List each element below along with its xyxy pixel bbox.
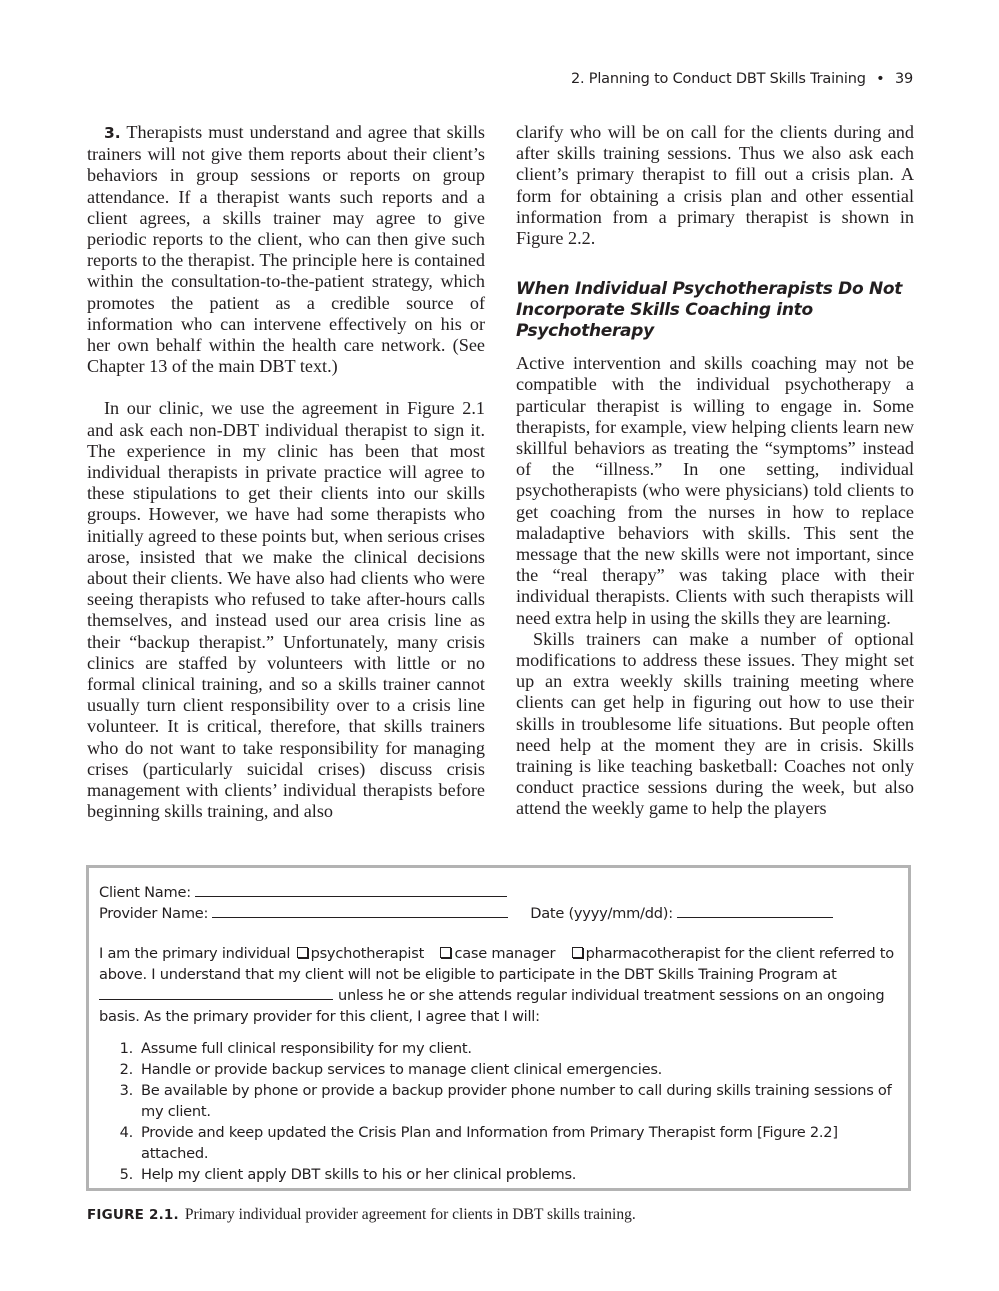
separator-bullet: • [876,71,885,87]
option-psychotherapist[interactable] [295,945,425,962]
statement-end: unless he or she attends regular individual treatment sessions on an ongoing basis. As the primary provider for this client, I agree that I will: [99,987,885,1025]
list-item [99,1038,894,1059]
list-item [99,1080,894,1122]
option-case-manager[interactable] [438,945,555,962]
agreement-statement [99,943,894,1027]
paragraph-text: Therapists must understand and agree that skills trainers will not give them reports about their client’s behaviors in group sessions or reports on group attendance. If a therapist wants such reports and a client agrees, a skills trainer may agree to give periodic reports to the client, who can then give such reports to the therapist. The principle here is contained within the consultation-to-the-patient strategy, which promotes the patient as a credible source of information who can intervene effectively on his or her own behalf within the health care network. (See Chapter 13 of the main DBT text.) [87,122,485,377]
statement-middle: for the client referred to above. I understand that my client will not be eligible to participate in the DBT Skills Training Program at [99,945,894,983]
option-label: psychotherapist [310,945,425,962]
section-heading: When Individual Psychotherapists Do Not Incorporate Skills Coaching into Psychotherapy [516,279,903,342]
running-head [571,71,913,87]
provider-name-label: Provider Name: [99,905,209,922]
program-field[interactable] [99,985,333,1000]
list-item [99,1122,894,1164]
point-number: 3. [104,124,121,142]
client-name-label: Client Name: [99,884,191,901]
date-field[interactable] [677,903,833,918]
caption-text: Primary individual provider agreement for clients in DBT skills training. [184,1206,636,1223]
item-number: 2. [119,1061,133,1078]
list-item [99,1164,894,1185]
provider-name-field[interactable] [212,903,508,918]
paragraph-active-intervention: Active intervention and skills coaching may not be compatible with the individual psychotherapy a particular therapist is willing to engage in. Some therapists, for example, view helping clients learn new skillful behaviors as treating the “symptoms” instead of the “illness.” In one setting, individual psychotherapists (who were physicians) told clients to get coaching from the nurses in how to replace maladaptive behaviors with skills. This sent the message that the new skills were not important, since the “real therapy” was taking place with their individual therapists. Clients with such therapists will need extra help in using the skills they are learning. [516,353,914,628]
agreement-list [99,1038,894,1185]
item-number: 3. [119,1082,133,1099]
paragraph-clarify: clarify who will be on call for the clients during and after skills training sessions. Thus we also ask each client’s primary therapist to fill out a crisis plan. A form for obtaining a crisis plan and other essential information from a primary therapist is shown in Figure 2.2. [516,122,914,249]
statement-prefix: I am the primary individual [99,945,291,962]
client-name-field[interactable] [195,882,507,897]
left-column [87,122,485,823]
right-column [516,122,914,820]
checkbox-icon[interactable] [297,947,308,958]
paragraph-skills-trainers: Skills trainers can make a number of optional modifications to address these issues. They might set up an extra weekly skills training meeting where clients can get help in figuring out how to use their skills in troublesome life situations. But people often need help at the moment they are in crisis. Skills training is like teaching basketball: Coaches not only conduct practice sessions during the week, but also attend the weekly game to help the players [516,628,914,819]
client-name-row [99,882,894,903]
option-label: pharmacotherapist [585,945,721,962]
figure-caption [87,1206,636,1224]
item-number: 4. [119,1124,133,1141]
item-text: Assume full clinical responsibility for my client. [141,1040,472,1057]
item-number: 5. [119,1166,133,1183]
figure-label: FIGURE 2.1. [87,1207,179,1223]
checkbox-icon[interactable] [440,947,451,958]
agreement-form [86,865,911,1191]
item-text: Be available by phone or provide a backup provider phone number to call during skills training sessions of my client. [141,1082,892,1120]
date-label: Date (yyyy/mm/dd): [530,905,673,922]
page-number: 39 [894,71,913,87]
item-text: Provide and keep updated the Crisis Plan and Information from Primary Therapist form [Figure 2.2] attached. [141,1124,838,1162]
provider-name-row [99,903,894,924]
chapter-title: 2. Planning to Conduct DBT Skills Training [570,71,866,87]
option-label: case manager [454,945,556,962]
option-pharmacotherapist[interactable] [570,945,721,962]
paragraph-point-3 [87,122,485,377]
item-text: Help my client apply DBT skills to his or her clinical problems. [141,1166,577,1183]
paragraph-clinic: In our clinic, we use the agreement in Figure 2.1 and ask each non-DBT individual therapist to sign it. The experience in my clinic has been that most individual therapists in private practice will agree to these stipulations to get their clients into our skills groups. However, we have had some therapists who initially agreed to these points but, when serious crises arose, insisted that we make the clinical decisions about their clients. We have also had clients who were seeing therapists who refused to take after-hours calls themselves, and instead used our area crisis line as their “backup therapist.” Unfortunately, many crisis clinics are staffed by volunteers with little or no formal clinical training, and so a skills trainer cannot usually turn client responsibility over to a crisis line volunteer. It is critical, therefore, that skills trainers who do not want to take responsibility for managing crises (particularly suicidal crises) discuss crisis management with clients’ individual therapists before beginning skills training, and also [87,398,485,822]
list-item [99,1059,894,1080]
item-number: 1. [119,1040,133,1057]
checkbox-icon[interactable] [572,947,583,958]
item-text: Handle or provide backup services to manage client clinical emergencies. [141,1061,663,1078]
